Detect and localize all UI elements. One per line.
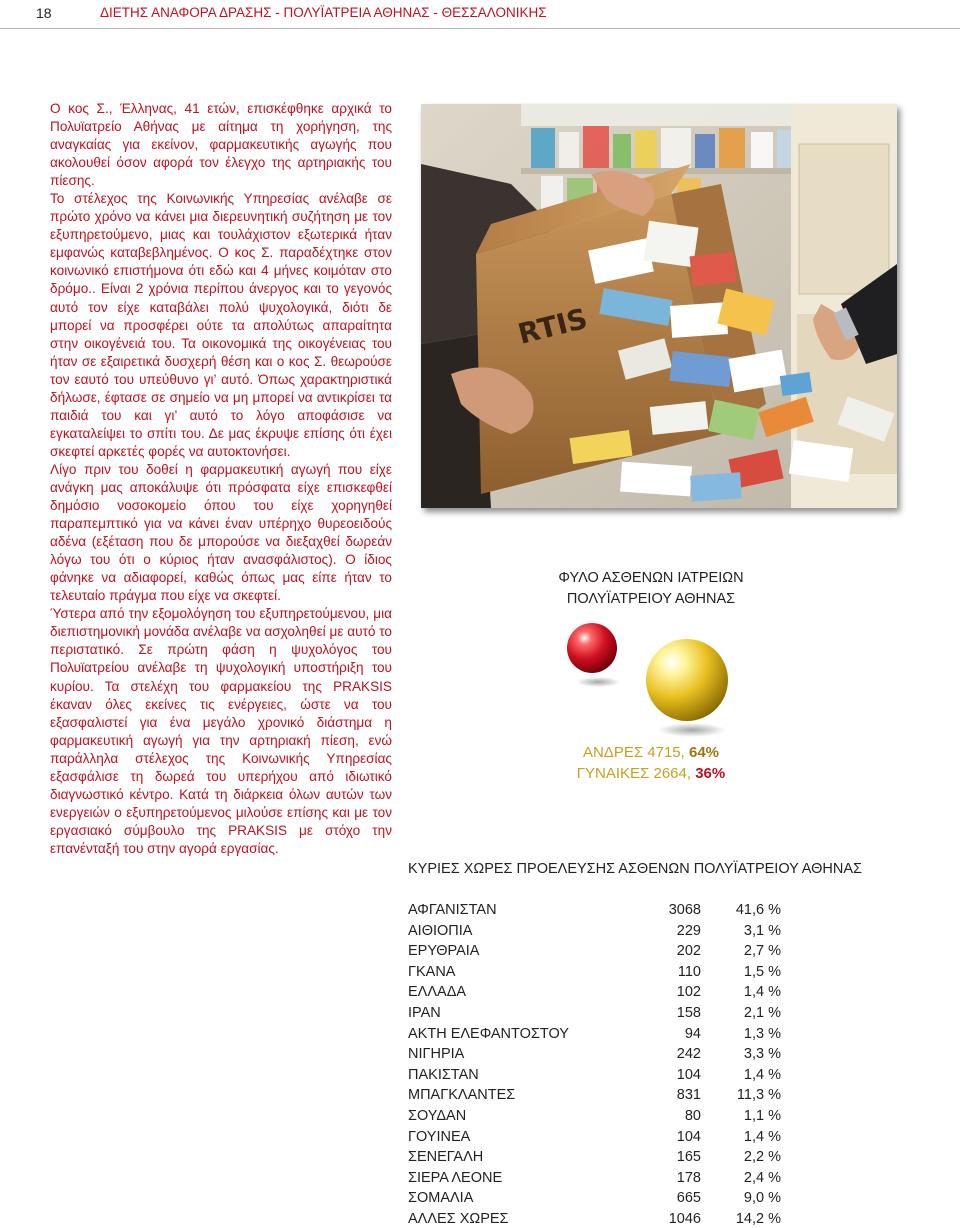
country-count: 110 xyxy=(677,963,701,980)
country-count: 102 xyxy=(676,984,701,1001)
paragraph: Λίγο πριν του δοθεί η φαρμακευτική αγωγή που είχε ανάγκη μας αποκάλυψε ότι πρόσφατα είχε επισκεφθεί δημόσιο νοσοκομείο όπου του είχε χορηγηθεί παραπεμπτικό για να κάνει έναν υπέρηχο θυρεοειδούς αδένα (εξέταση που δε μπορούσε να διεξαχθεί δωρεάν λόγω του ότι ο κύριος ήταν ανασφάλιστος). Ο ίδιος φάνηκε να αδιαφορεί, καθώς όπως μας είπε ήταν το τελευταίο πράγμα που είχε να σκεφτεί. xyxy=(50,461,392,604)
table-row xyxy=(408,1024,808,1045)
table-row xyxy=(408,1127,808,1148)
country-percent: 2,7 % xyxy=(743,943,781,960)
table-row xyxy=(408,1106,808,1127)
country-percent: 2,4 % xyxy=(743,1169,781,1186)
country-percent: 41,6 % xyxy=(735,902,781,918)
country-count: 831 xyxy=(676,1087,701,1104)
page-header xyxy=(0,0,960,30)
table-row xyxy=(408,1003,808,1024)
country-percent: 2,1 % xyxy=(743,1004,781,1021)
country-count: 104 xyxy=(676,1128,701,1145)
country-name: ΣΙΕΡΑ ΛΕΟΝΕ xyxy=(408,1169,503,1186)
women-label: ΓΥΝΑΙΚΕΣ 2664, xyxy=(576,765,692,782)
women-percent: 36% xyxy=(695,765,726,782)
country-count: 80 xyxy=(684,1107,701,1124)
box-label-text: RTIS xyxy=(514,301,591,351)
country-count: 242 xyxy=(676,1046,701,1063)
gender-title-line1: ΦΥΛΟ ΑΣΘΕΝΩΝ ΙΑΤΡΕΙΩΝ xyxy=(558,570,744,586)
table-row xyxy=(408,1044,808,1065)
countries-title: ΚΥΡΙΕΣ ΧΩΡΕΣ ΠΡΟΕΛΕΥΣΗΣ ΑΣΘΕΝΩΝ ΠΟΛΥΪΑΤΡΕΙΟΥ ΑΘΗΝΑΣ xyxy=(408,861,862,877)
country-count: 165 xyxy=(676,1149,701,1166)
women-ball-shadow xyxy=(576,677,620,687)
country-count: 94 xyxy=(684,1025,701,1042)
women-ball xyxy=(567,623,617,673)
paragraph: Το στέλεχος της Κοινωνικής Υπηρεσίας ανέλαβε σε πρώτο χρόνο να κάνει μια διερευνητική συζήτηση με τον εξυπηρετούμενο, μιας και τουλάχιστον εξωτερικά ήταν εμφανώς καταβεβλημένος. Ο κος Σ. παραδέχτηκε στον κοινωνικό επιστήμονα ότι εδώ και 4 μήνες κοιμόταν στο δρόμο.. Είναι 2 χρόνια περίπου άνεργος και το γεγονός αυτό τον είχε καταβάλει πολύ ψυχολογικά, διότι δε μπορεί να προσφέρει ούτε τα απολύτως απαραίτητα στην οικογένειά του. Τα οικονομικά της οικογένειας του ήταν σε εξαιρετικά δυσχερή θέση και ο κος Σ. θεωρούσε τον εαυτό του υπεύθυνο γι’ αυτό. Όπως χαρακτηριστικά δήλωσε, έφτασε σε σημείο να μη μπορεί να αντικρίσει τα παιδιά του και γι’ αυτό το λόγο αποφάσισε να εγκαταλείψει το σπίτι του. Δε μας έκρυψε επίσης ότι έχει σκεφτεί αρκετές φορές να αυτοκτονήσει. xyxy=(50,191,392,459)
country-name: ΓΟΥΙΝΕΑ xyxy=(408,1128,471,1145)
gender-balls xyxy=(560,620,740,740)
table-row xyxy=(408,1085,808,1106)
country-percent: 3,3 % xyxy=(743,1046,781,1063)
country-percent: 1,4 % xyxy=(743,984,781,1001)
table-row xyxy=(408,1147,808,1168)
country-name: ΝΙΓΗΡΙΑ xyxy=(408,1046,465,1063)
gender-chart-title xyxy=(490,568,812,610)
country-percent: 1,5 % xyxy=(743,963,781,980)
country-count: 158 xyxy=(676,1004,701,1021)
country-count: 178 xyxy=(676,1169,701,1186)
men-ball-shadow xyxy=(658,723,726,737)
paragraph: Ο κος Σ., Έλληνας, 41 ετών, επισκέφθηκε αρχικά το Πολυϊατρείο Αθήνας με αίτημα τη χορήγηση, της αναγκαίας για εκείνον, φαρμακευτικής αγωγής που ακολουθεί όσον αφορά τον έλεγχο της αρτηριακής του πίεσης. xyxy=(50,101,392,189)
country-count: 665 xyxy=(676,1190,701,1207)
country-name: ΓΚΑΝΑ xyxy=(408,963,456,980)
country-percent: 11,3 % xyxy=(736,1087,781,1104)
header-rule xyxy=(0,28,960,29)
men-percent: 64% xyxy=(688,744,720,761)
country-name: ΙΡΑΝ xyxy=(408,1004,441,1021)
country-percent: 1,4 % xyxy=(743,1066,781,1083)
country-percent: 1,3 % xyxy=(743,1025,781,1042)
country-name: ΣΟΥΔΑΝ xyxy=(408,1107,467,1124)
country-name: ΑΛΛΕΣ ΧΩΡΕΣ xyxy=(408,1210,509,1227)
country-name: ΕΡΥΘΡΑΙΑ xyxy=(408,943,480,960)
medicine-box-photo xyxy=(421,104,897,508)
country-name: ΜΠΑΓΚΛΑΝΤΕΣ xyxy=(408,1087,516,1104)
country-count: 202 xyxy=(676,943,701,960)
table-row xyxy=(408,982,808,1003)
table-row xyxy=(408,1065,808,1086)
table-row xyxy=(408,900,808,921)
country-name: ΑΙΘΙΟΠΙΑ xyxy=(408,922,473,939)
country-name: ΕΛΛΑΔΑ xyxy=(408,984,467,1001)
country-name: ΣΕΝΕΓΑΛΗ xyxy=(408,1149,484,1166)
paragraph: Ύστερα από την εξομολόγηση του εξυπηρετούμενου, μια διεπιστημονική μονάδα ανέλαβε να ασχοληθεί με αυτό το περιστατικό. Σε πρώτη φάση η ψυχολόγος του Πολυϊατρείου ανέλαβε τη ψυχολογική υποστήριξη του κυρίου. Τα στελέχη του φαρμακείου της PRAKSIS έκαναν όλες εκείνες τις ενέργειες, ώστε να του εξασφαλιστεί για ένα μεγάλο χρονικό διάστημα η φαρμακευτική αγωγή για την αρτηριακή πίεση, ενώ παράλληλα στέλεχος της Κοινωνικής Υπηρεσίας εξασφάλισε τη δωρεά του υπερήχου από ιδιωτικό διαγνωστικό κέντρο. Κατά τη διάρκεια όλων αυτών των ενεργειών ο εξυπηρετούμενος μιλούσε επίσης και με τον εργασιακό σύμβουλο της PRAKSIS με στόχο την επανένταξή του στην αγορά εργασίας. xyxy=(50,606,392,856)
table-row xyxy=(408,1168,808,1189)
gender-title-line2: ΠΟΛΥΪΑΤΡΕΙΟΥ ΑΘΗΝΑΣ xyxy=(566,591,736,607)
country-percent: 2,2 % xyxy=(743,1149,781,1166)
table-row xyxy=(408,962,808,983)
country-count: 104 xyxy=(676,1066,701,1083)
country-percent: 1,4 % xyxy=(743,1128,781,1145)
men-label: ΑΝΔΡΕΣ 4715, xyxy=(582,744,685,761)
country-name: ΣΟΜΑΛΙΑ xyxy=(408,1190,474,1207)
table-row xyxy=(408,941,808,962)
country-percent: 3,1 % xyxy=(743,922,781,939)
table-row xyxy=(408,921,808,942)
table-row xyxy=(408,1209,808,1228)
men-legend xyxy=(490,742,812,763)
running-title: ΔΙΕΤΗΣ ΑΝΑΦΟΡΑ ΔΡΑΣΗΣ - ΠΟΛΥΪΑΤΡΕΙΑ ΑΘΗΝΑΣ - ΘΕΣΣΑΛΟΝΙΚΗΣ xyxy=(100,5,547,20)
page-number: 18 xyxy=(0,0,72,26)
gender-legend xyxy=(490,742,812,784)
country-name: ΑΚΤΗ ΕΛΕΦΑΝΤΟΣΤΟΥ xyxy=(408,1025,569,1042)
country-percent: 14,2 % xyxy=(735,1210,781,1227)
countries-table xyxy=(408,900,808,1228)
country-percent: 9,0 % xyxy=(743,1190,781,1207)
men-ball xyxy=(646,639,728,721)
country-count: 229 xyxy=(676,922,701,939)
country-count: 3068 xyxy=(668,902,701,918)
country-percent: 1,1 % xyxy=(743,1107,781,1124)
country-name: ΠΑΚΙΣΤΑΝ xyxy=(408,1066,479,1083)
country-name: ΑΦΓΑΝΙΣΤΑΝ xyxy=(408,902,497,918)
case-study-text xyxy=(50,100,392,858)
women-legend xyxy=(490,763,812,784)
table-row xyxy=(408,1188,808,1209)
country-count: 1046 xyxy=(668,1210,701,1227)
